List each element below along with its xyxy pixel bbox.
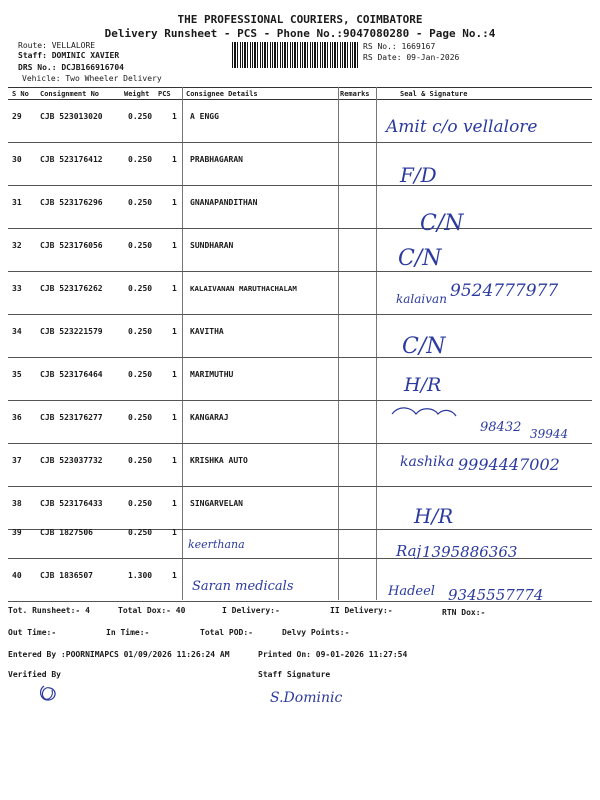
row-39-name: Raj <box>396 542 422 560</box>
row-33-name: kalaivan <box>396 292 447 306</box>
row-31-remark: C/N <box>420 211 464 236</box>
row-sno: 30 <box>12 155 22 164</box>
row-weight: 0.250 <box>128 284 153 293</box>
row-weight: 0.250 <box>128 456 153 465</box>
row-pcs: 1 <box>172 528 177 537</box>
route-label: Route: <box>18 41 47 50</box>
row-32-remark: C/N <box>398 246 442 271</box>
row-36-phone-a: 98432 <box>480 420 522 435</box>
row-36-phone-b: 39944 <box>530 427 569 441</box>
out-time: Out Time:- <box>8 628 57 637</box>
total-pod: Total POD:- <box>200 628 253 637</box>
total-dox: Total Dox:- 40 <box>118 606 186 615</box>
row-35-remark: H/R <box>404 374 442 396</box>
row-consignment: CJB 1827506 <box>40 528 93 537</box>
route-value: VELLALORE <box>51 41 96 50</box>
row-pcs: 1 <box>172 456 177 465</box>
row-sno: 40 <box>12 571 22 580</box>
row-pcs: 1 <box>172 413 177 422</box>
verified-by: Verified By <box>8 670 61 679</box>
first-delivery: I Delivery:- <box>222 606 280 615</box>
row-pcs: 1 <box>172 198 177 207</box>
col-consignment: Consignment No <box>40 90 100 98</box>
row-weight: 0.250 <box>128 241 153 250</box>
row-sno: 35 <box>12 370 22 379</box>
row-weight: 0.250 <box>128 155 153 164</box>
row-consignment: CJB 523176464 <box>40 370 103 379</box>
row-consignee: GNANAPANDITHAN <box>190 198 258 207</box>
table-row <box>8 315 592 358</box>
table-row <box>8 100 592 143</box>
vehicle-label: Vehicle: <box>22 74 61 83</box>
rs-no-value: 1669167 <box>401 42 436 51</box>
drs-label: DRS No.: <box>18 63 57 72</box>
row-sno: 38 <box>12 499 22 508</box>
table-row <box>8 444 592 487</box>
row-consignee: A ENGG <box>190 112 219 121</box>
staff-line <box>18 51 119 60</box>
row-sno: 37 <box>12 456 22 465</box>
table-row <box>8 559 592 602</box>
row-weight: 0.250 <box>128 413 153 422</box>
table-row <box>8 143 592 186</box>
row-sno: 32 <box>12 241 22 250</box>
row-consignment: CJB 523176296 <box>40 198 103 207</box>
row-consignee: KANGARAJ <box>190 413 229 422</box>
row-consignee: KRISHKA AUTO <box>190 456 248 465</box>
row-pcs: 1 <box>172 571 177 580</box>
row-consignment: CJB 523013020 <box>40 112 103 121</box>
vehicle-line <box>22 74 162 83</box>
row-39-consignee-handwritten: keerthana <box>188 538 245 551</box>
row-33-phone: 9524777977 <box>450 281 559 301</box>
row-weight: 0.250 <box>128 198 153 207</box>
row-consignment: CJB 523037732 <box>40 456 103 465</box>
row-weight: 0.250 <box>128 112 153 121</box>
row-weight: 0.250 <box>128 370 153 379</box>
staff-signature-handwritten: S.Dominic <box>270 690 343 706</box>
table-row <box>8 401 592 444</box>
printed-on: Printed On: 09-01-2026 11:27:54 <box>258 650 408 659</box>
row-consignment: CJB 523176412 <box>40 155 103 164</box>
table-row <box>8 358 592 401</box>
row-consignee: SINGARVELAN <box>190 499 243 508</box>
table-row <box>8 272 592 315</box>
row-37-phone: 9994447002 <box>458 455 560 474</box>
row-38-remark: H/R <box>414 504 454 528</box>
verified-signature-scribble <box>41 686 56 700</box>
col-pcs: PCS <box>158 90 171 98</box>
barcode <box>232 42 360 68</box>
row-sno: 36 <box>12 413 22 422</box>
row-consignee: KAVITHA <box>190 327 224 336</box>
row-pcs: 1 <box>172 370 177 379</box>
col-consignee: Consignee Details <box>186 90 258 98</box>
row-weight: 0.250 <box>128 499 153 508</box>
delivery-points: Delvy Points:- <box>282 628 350 637</box>
table-row <box>8 186 592 229</box>
row-sno: 33 <box>12 284 22 293</box>
row-consignment: CJB 523176433 <box>40 499 103 508</box>
col-seal: Seal & Signature <box>400 90 468 98</box>
row-pcs: 1 <box>172 241 177 250</box>
total-runsheet: Tot. Runsheet:- 4 <box>8 606 90 615</box>
row-sno: 39 <box>12 528 22 537</box>
row-30-remark: F/D <box>400 163 437 187</box>
company-title: THE PROFESSIONAL COURIERS, COIMBATORE <box>177 13 423 26</box>
row-consignment: CJB 523176262 <box>40 284 103 293</box>
rs-no-line <box>363 42 435 51</box>
row-consignment: CJB 1836507 <box>40 571 93 580</box>
row-pcs: 1 <box>172 284 177 293</box>
col-weight: Weight <box>124 90 150 98</box>
staff-value: DOMINIC XAVIER <box>51 51 120 60</box>
staff-label: Staff: <box>18 51 47 60</box>
row-weight: 0.250 <box>128 528 153 537</box>
row-weight: 1.300 <box>128 571 153 580</box>
row-consignee: PRABHAGARAN <box>190 155 243 164</box>
vehicle-value: Two Wheeler Delivery <box>65 74 162 83</box>
row-34-remark: C/N <box>402 334 446 359</box>
in-time: In Time:- <box>106 628 150 637</box>
row-sno: 31 <box>12 198 22 207</box>
table-row <box>8 229 592 272</box>
row-40-phone: 9345557774 <box>448 586 544 604</box>
drs-value: DCJB166916704 <box>61 63 124 72</box>
rs-no-label: RS No.: <box>363 42 397 51</box>
row-consignee: MARIMUTHU <box>190 370 234 379</box>
row-29-signature: Amit c/o vellalore <box>386 117 538 137</box>
staff-signature-label: Staff Signature <box>258 670 331 679</box>
row-sno: 29 <box>12 112 22 121</box>
runsheet-subtitle: Delivery Runsheet - PCS - Phone No.:9047080280 - Page No.:4 <box>104 27 496 40</box>
row-40-name: Hadeel <box>388 584 435 599</box>
row-pcs: 1 <box>172 499 177 508</box>
row-consignment: CJB 523176056 <box>40 241 103 250</box>
rs-date-label: RS Date: <box>363 53 402 62</box>
row-consignment: CJB 523176277 <box>40 413 103 422</box>
col-sno: S No <box>12 90 29 98</box>
drs-line <box>18 63 124 72</box>
row-39-phone: 1395886363 <box>422 543 518 561</box>
row-pcs: 1 <box>172 155 177 164</box>
row-40-consignee-handwritten: Saran medicals <box>192 579 294 594</box>
row-pcs: 1 <box>172 327 177 336</box>
table-row <box>8 516 592 559</box>
row-consignee: SUNDHARAN <box>190 241 234 250</box>
row-weight: 0.250 <box>128 327 153 336</box>
col-remarks: Remarks <box>340 90 370 98</box>
rs-date-value: 09-Jan-2026 <box>406 53 460 62</box>
row-sno: 34 <box>12 327 22 336</box>
row-37-name: kashika <box>400 454 455 470</box>
entered-by: Entered By :POORNIMAPCS 01/09/2026 11:26:24 AM <box>8 650 230 659</box>
row-consignee: KALAIVANAN MARUTHACHALAM <box>190 284 297 293</box>
rtn-dox: RTN Dox:- <box>442 608 486 617</box>
table-top-rule <box>8 87 592 88</box>
route-line <box>18 41 95 50</box>
rs-date-line <box>363 53 459 62</box>
second-delivery: II Delivery:- <box>330 606 393 615</box>
row-pcs: 1 <box>172 112 177 121</box>
row-consignment: CJB 523221579 <box>40 327 103 336</box>
